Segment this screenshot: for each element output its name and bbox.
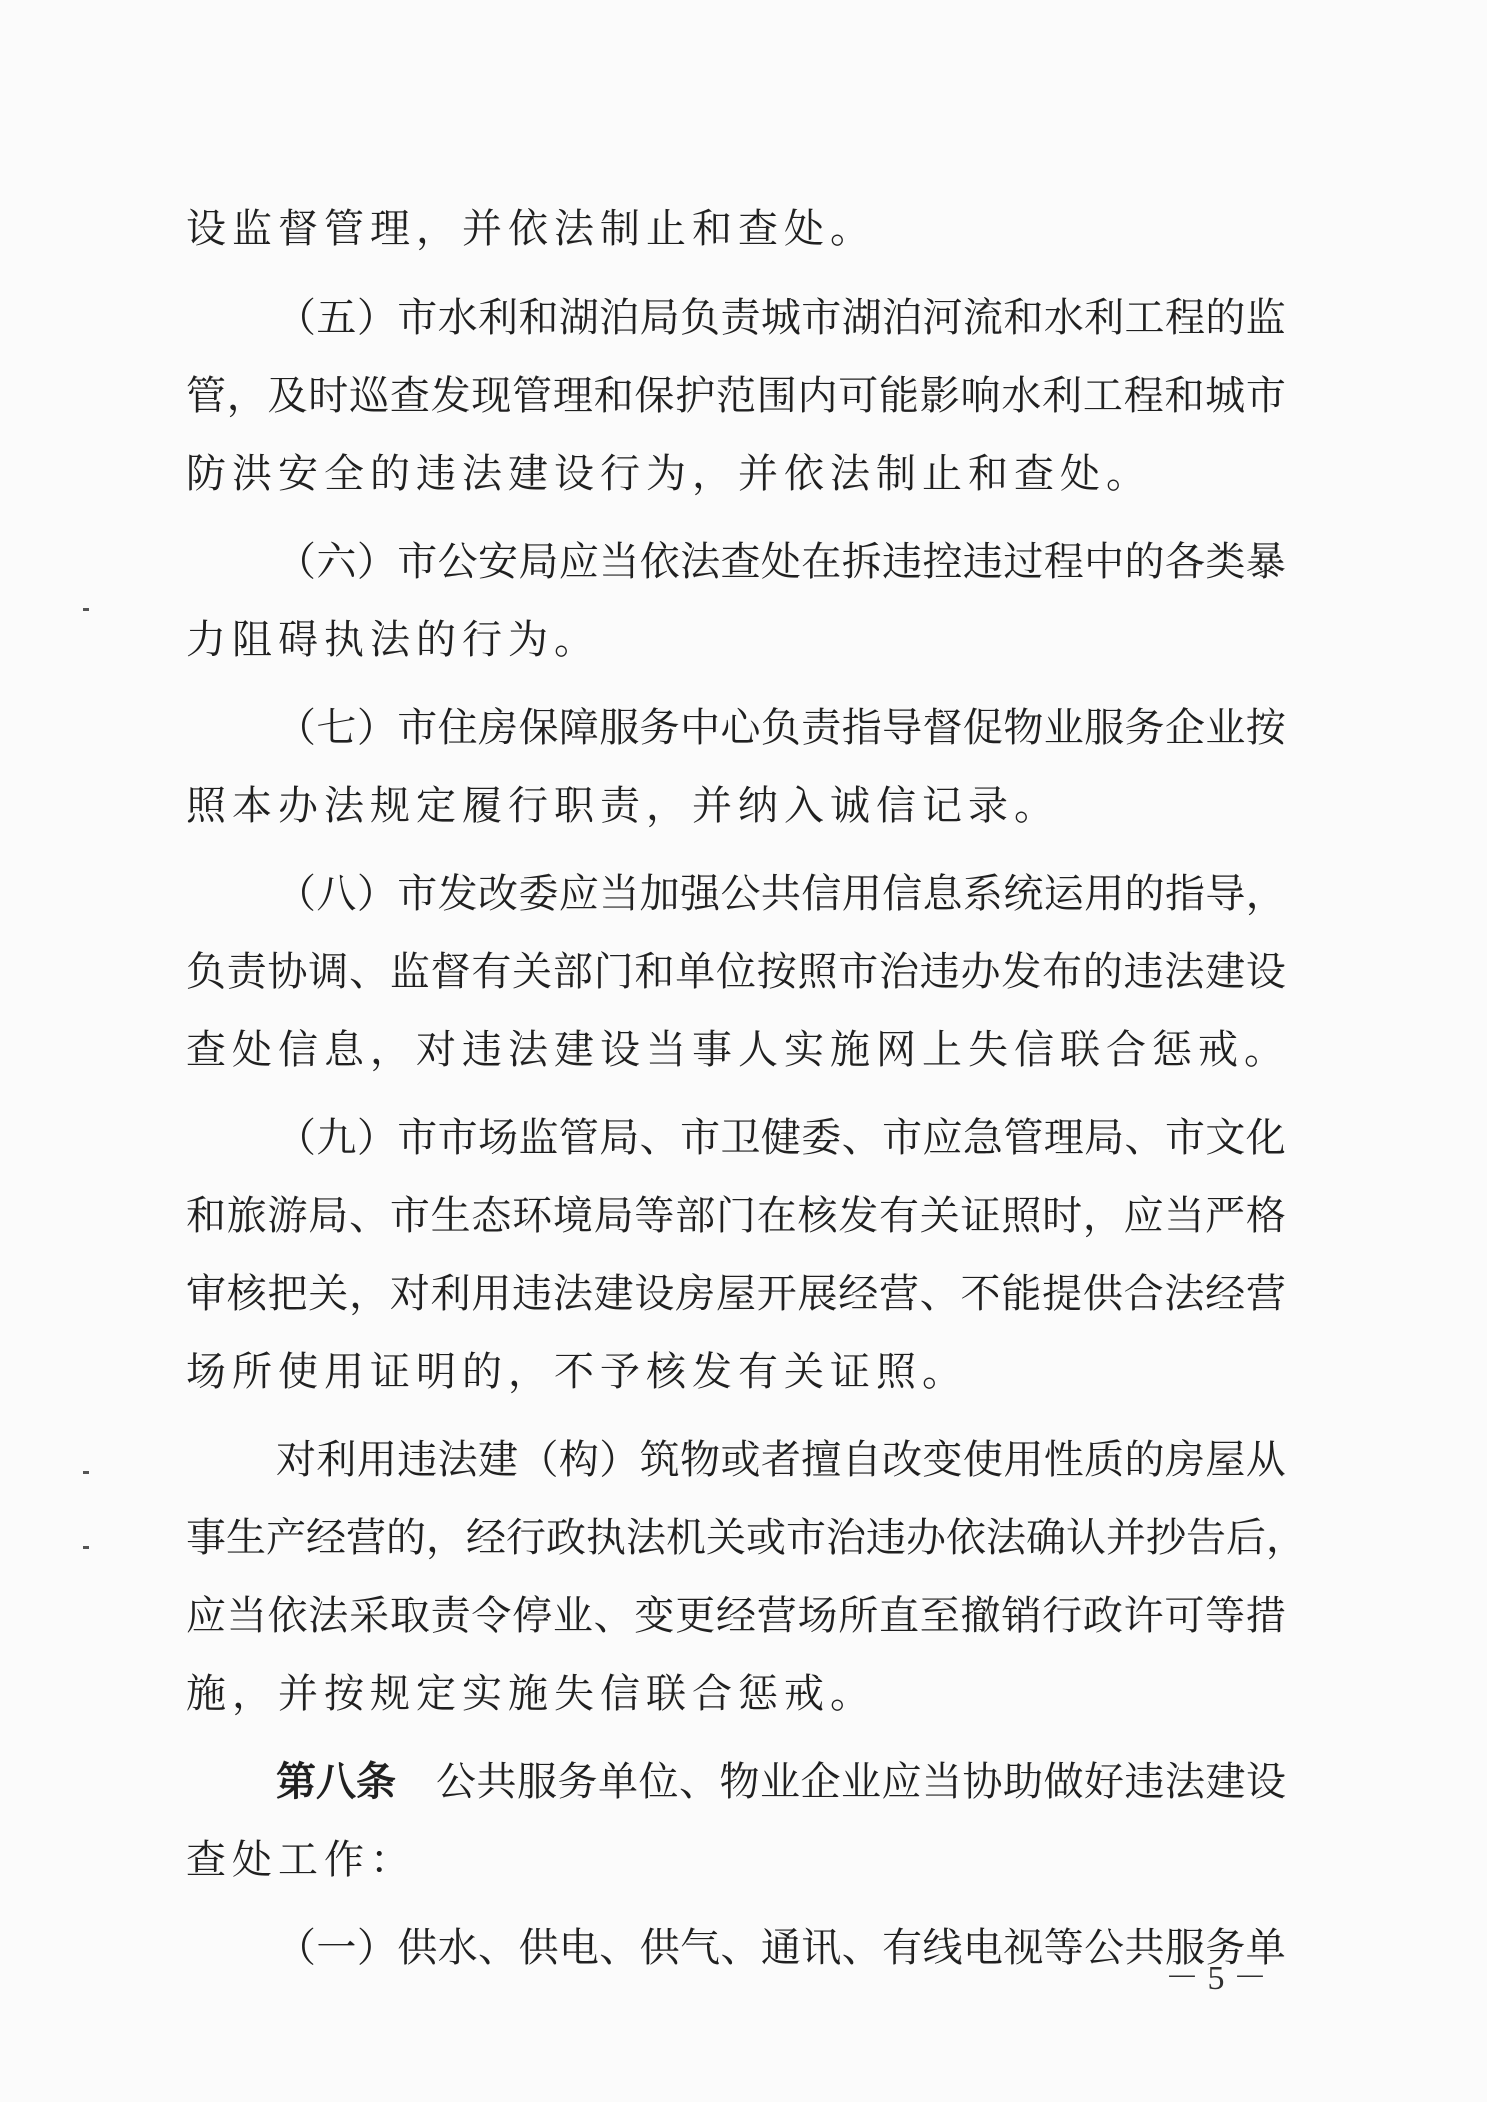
text-line <box>276 864 1286 924</box>
text-line-content: 应 当 依 法 采 取 责 令 停 业 、 变 更 经 营 场 所 直 至 撤 销 行 政 许 可 等 措 <box>186 1593 1286 1639</box>
text-line <box>276 532 1286 592</box>
text-line-content: （ 五 ） 市 水 利 和 湖 泊 局 负 责 城 市 湖 泊 河 流 和 水 利 工 程 的 监 <box>276 295 1286 341</box>
text-line-content: 力阻碍执法的行为。 <box>186 617 600 663</box>
text-line-content: 公 共 服 务 单 位 、 物 业 企 业 应 当 协 助 做 好 违 法 建 设 <box>436 1759 1286 1805</box>
text-line <box>276 1918 1286 1978</box>
text-line-content: 查处工作： <box>186 1837 416 1883</box>
text-line <box>186 1508 1306 1568</box>
text-line-content: （ 一 ） 供 水 、 供 电 、 供 气 、 通 讯 、 有 线 电 视 等 公 共 服 务 单 <box>276 1925 1286 1971</box>
page-number: － 5 － <box>1165 1960 1267 1997</box>
text-line-content: 施，并按规定实施失信联合惩戒。 <box>186 1671 876 1717</box>
text-line <box>276 1430 1286 1490</box>
text-line <box>186 942 1286 1002</box>
text-line-content: （ 七 ） 市 住 房 保 障 服 务 中 心 负 责 指 导 督 促 物 业 服 务 企 业 按 <box>276 705 1286 751</box>
text-line <box>186 1664 1286 1724</box>
text-line <box>186 1586 1286 1646</box>
text-line <box>186 1830 1286 1890</box>
article-title: 第八条 <box>276 1759 396 1805</box>
scan-mark <box>83 1471 89 1474</box>
text-line <box>186 776 1286 836</box>
text-line-content: 负 责 协 调 、 监 督 有 关 部 门 和 单 位 按 照 市 治 违 办 发 布 的 违 法 建 设 <box>186 949 1286 995</box>
text-line-content: 照本办法规定履行职责，并纳入诚信记录。 <box>186 783 1060 829</box>
text-line-content: 防洪安全的违法建设行为，并依法制止和查处。 <box>186 451 1152 497</box>
text-line <box>186 1020 1290 1080</box>
text-line-content: 事 生 产 经 营 的 ， 经 行 政 执 法 机 关 或 市 治 违 办 依 法 确 认 并 抄 告 后 ， <box>186 1515 1306 1561</box>
text-line <box>276 288 1286 348</box>
text-line <box>186 1186 1286 1246</box>
text-line-content: （ 九 ） 市 市 场 监 管 局 、 市 卫 健 委 、 市 应 急 管 理 局 、 市 文 化 <box>276 1115 1286 1161</box>
text-line <box>186 199 1286 259</box>
text-line <box>186 610 1286 670</box>
text-line-content: （ 八 ） 市 发 改 委 应 当 加 强 公 共 信 用 信 息 系 统 运 用 的 指 导 ， <box>276 871 1286 917</box>
text-line-content: 和 旅 游 局 、 市 生 态 环 境 局 等 部 门 在 核 发 有 关 证 照 时 ， 应 当 严 格 <box>186 1193 1286 1239</box>
text-line <box>186 1264 1286 1324</box>
text-line <box>186 444 1286 504</box>
text-line <box>186 1342 1286 1402</box>
text-line <box>276 1752 1286 1812</box>
text-line <box>276 698 1286 758</box>
text-line-content: 查处信息，对违法建设当事人实施网上失信联合惩戒。 <box>186 1027 1290 1073</box>
text-line-content: 管 ， 及 时 巡 查 发 现 管 理 和 保 护 范 围 内 可 能 影 响 水 利 工 程 和 城 市 <box>186 373 1286 419</box>
text-line-content: 场所使用证明的，不予核发有关证照。 <box>186 1349 968 1395</box>
text-line-content: （ 六 ） 市 公 安 局 应 当 依 法 查 处 在 拆 违 控 违 过 程 中 的 各 类 暴 <box>276 539 1286 585</box>
text-line <box>276 1108 1286 1168</box>
text-line-content: 审 核 把 关 ， 对 利 用 违 法 建 设 房 屋 开 展 经 营 、 不 能 提 供 合 法 经 营 <box>186 1271 1286 1317</box>
scan-mark <box>83 608 89 611</box>
text-line-content: 设监督管理，并依法制止和查处。 <box>186 206 876 252</box>
text-line-content: 对 利 用 违 法 建 （ 构 ） 筑 物 或 者 擅 自 改 变 使 用 性 质 的 房 屋 从 <box>276 1437 1286 1483</box>
scan-mark <box>83 1546 89 1549</box>
text-line <box>186 366 1286 426</box>
